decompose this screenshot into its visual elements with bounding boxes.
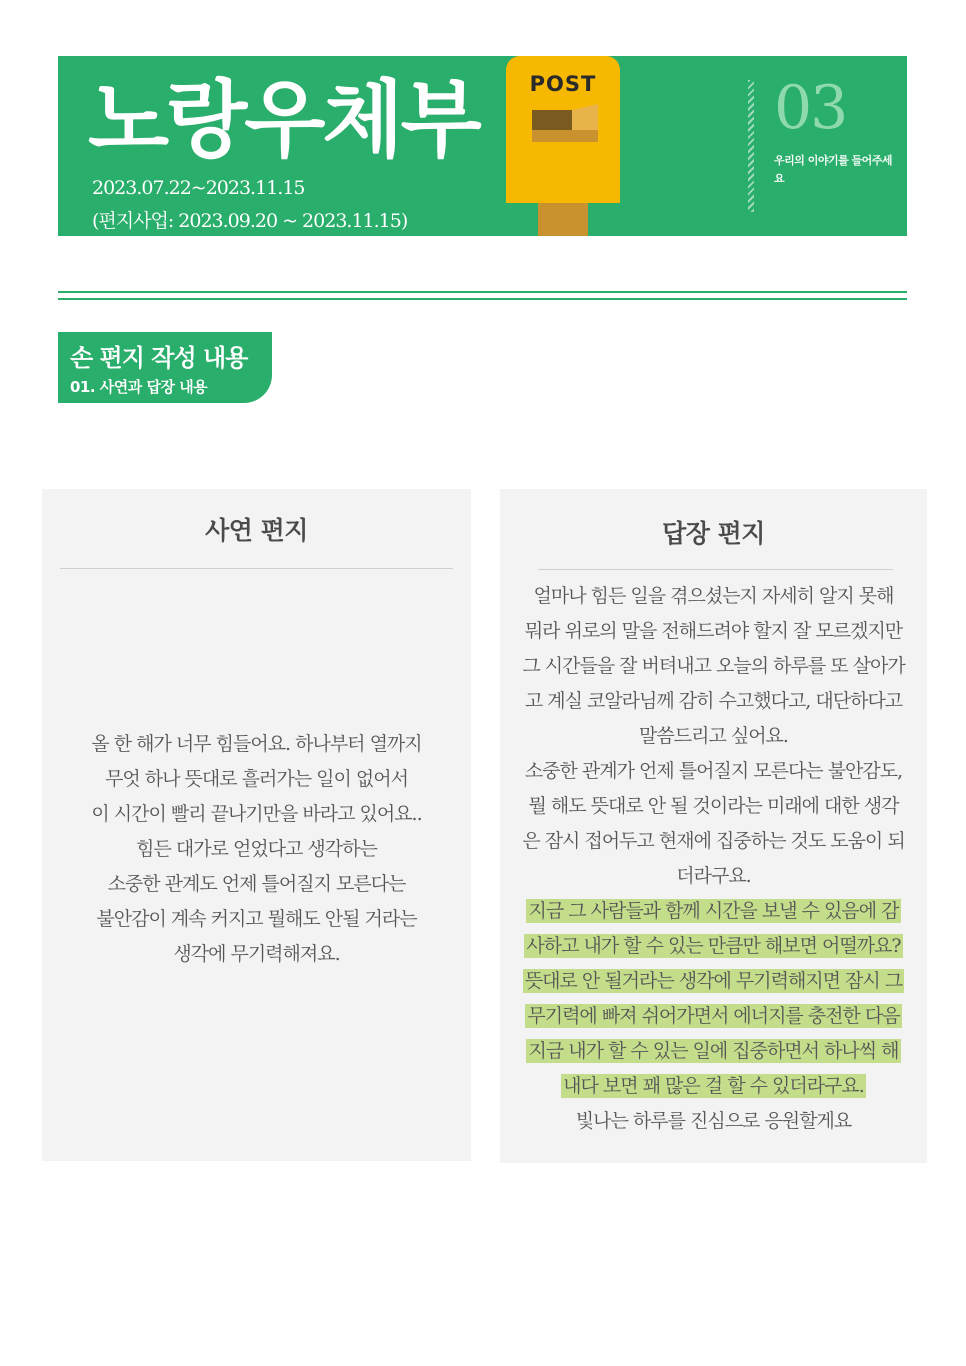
header-banner: [58, 56, 907, 236]
issue-tagline: 우리의 이야기를 들어주세요: [774, 154, 893, 185]
reply-letter-panel: [500, 489, 927, 1163]
reply-line: 더라구요.: [676, 865, 751, 887]
reply-highlight-row: [500, 964, 927, 999]
story-letter-title: 사연 편지: [205, 516, 308, 545]
story-line: 생각에 무기력해져요.: [173, 943, 340, 965]
double-divider: [58, 291, 907, 300]
section-title: 손 편지 작성 내용: [70, 344, 248, 372]
section-label: [58, 332, 272, 403]
reply-letter-title: 답장 편지: [662, 519, 765, 548]
reply-closing: 빛나는 하루를 진심으로 응원할게요: [575, 1110, 852, 1132]
highlighted-line: 무기력에 빠져 쉬어가면서 에너지를 충전한 다음: [527, 1005, 900, 1027]
reply-letter-body: [500, 579, 927, 1139]
reply-line: 말씀드리고 싶어요.: [639, 725, 788, 747]
banner-title: 노랑우체부: [88, 71, 479, 169]
mailbox-slot-icon: [532, 104, 598, 142]
reply-line: 소중한 관계가 언제 틀어질지 모른다는 불안감도,: [524, 760, 903, 782]
section-subtitle: 01. 사연과 답장 내용: [70, 378, 208, 396]
reply-highlight-row: [500, 894, 927, 929]
reply-line: 은 잠시 접어두고 현재에 집중하는 것도 도움이 되: [522, 830, 905, 852]
highlighted-line: 내다 보면 꽤 많은 걸 할 수 있더라구요.: [563, 1075, 864, 1097]
story-line: 불안감이 계속 커지고 뭘해도 안될 거라는: [96, 908, 417, 930]
reply-line: 뭐라 위로의 말을 전해드려야 할지 잘 모르겠지만: [524, 620, 903, 642]
reply-line: 그 시간들을 잘 버텨내고 오늘의 하루를 또 살아가: [522, 655, 905, 677]
highlighted-line: 뜻대로 안 될거라는 생각에 무기력해지면 잠시 그: [524, 970, 903, 992]
highlighted-line: 지금 그 사람들과 함께 시간을 보낼 수 있음에 감: [528, 900, 899, 922]
story-letter-panel: [42, 489, 471, 1161]
mailbox-illustration: [506, 56, 620, 236]
story-line: 이 시간이 빨리 끝나기만을 바라고 있어요..: [91, 803, 422, 825]
reply-letter-divider: [538, 569, 893, 570]
story-letter-divider: [60, 568, 453, 569]
issue-number: 03: [774, 73, 847, 143]
letter-project-period: (편지사업: 2023.09.20 ~ 2023.11.15): [92, 210, 408, 232]
story-line: 소중한 관계도 언제 틀어질지 모른다는: [107, 873, 406, 895]
reply-highlight-row: [500, 999, 927, 1034]
reply-highlight-row: [500, 1069, 927, 1104]
mailbox-post: [538, 203, 588, 236]
decorative-dashes: [748, 80, 754, 212]
highlighted-line: 지금 내가 할 수 있는 일에 집중하면서 하나씩 해: [528, 1040, 899, 1062]
reply-line: 고 계실 코알라님께 감히 수고했다고, 대단하다고: [524, 690, 903, 712]
mailbox-post-label: POST: [529, 72, 597, 96]
reply-line: 얼마나 힘든 일을 겪으셨는지 자세히 알지 못해: [533, 585, 894, 607]
story-line: 힘든 대가로 얻었다고 생각하는: [136, 838, 377, 860]
story-line: 올 한 해가 너무 힘들어요. 하나부터 열까지: [91, 733, 422, 755]
reply-highlight-row: [500, 1034, 927, 1069]
reply-highlight-row: [500, 929, 927, 964]
story-letter-body: [42, 727, 471, 972]
reply-line: 뭘 해도 뜻대로 안 될 것이라는 미래에 대한 생각: [528, 795, 899, 817]
highlighted-line: 사하고 내가 할 수 있는 만큼만 해보면 어떨까요?: [526, 935, 901, 957]
story-line: 무엇 하나 뜻대로 흘러가는 일이 없어서: [105, 768, 408, 790]
project-period: 2023.07.22~2023.11.15: [92, 177, 305, 199]
